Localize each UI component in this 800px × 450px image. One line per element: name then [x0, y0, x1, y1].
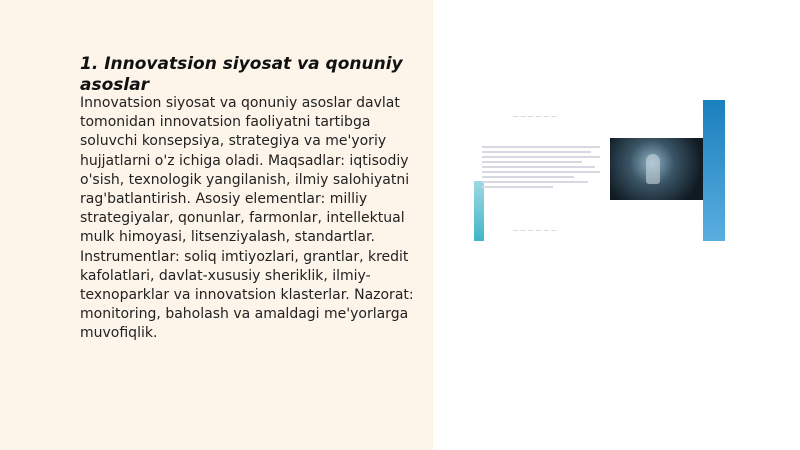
slide-thumbnail-image	[474, 100, 725, 241]
thumbnail-faded-footer: ~~~~~~	[512, 226, 559, 235]
slide-body-text: Innovatsion siyosat va qonuniy asoslar davlat tomonidan innovatsion faoliyatni tartibga soluvchi konsepsiya, strategiya va me'yoriy hujjatlarni o'z ichiga oladi. Maqsadlar: iqtisodiy o'sish, texnologik yangilanish, ilmiy salohiyatni rag'batlantirish. Asosiy elementlar: milliy strategiyalar, qonunlar, farmonlar, intellektual mulk himoyasi, litsenziyalash, standartlar. Instrumentlar: soliq imtiyozlari, grantlar, kredit kafolatlari, davlat-xususiy sheriklik, ilmiy-texnoparklar va innovatsion klasterlar. Nazorat: monitoring, baholash va amaldagi me'yorlarga muvofiqlik.	[80, 95, 414, 342]
thumbnail-faded-text	[482, 146, 600, 191]
thumbnail-photo-figure	[646, 154, 660, 184]
thumbnail-accent-band	[703, 100, 725, 241]
slide-title: 1. Innovatsion siyosat va qonuniy asoslar	[80, 54, 403, 95]
thumbnail-photo	[610, 138, 703, 200]
thumbnail-faded-heading: ~~~~~~	[512, 112, 559, 121]
